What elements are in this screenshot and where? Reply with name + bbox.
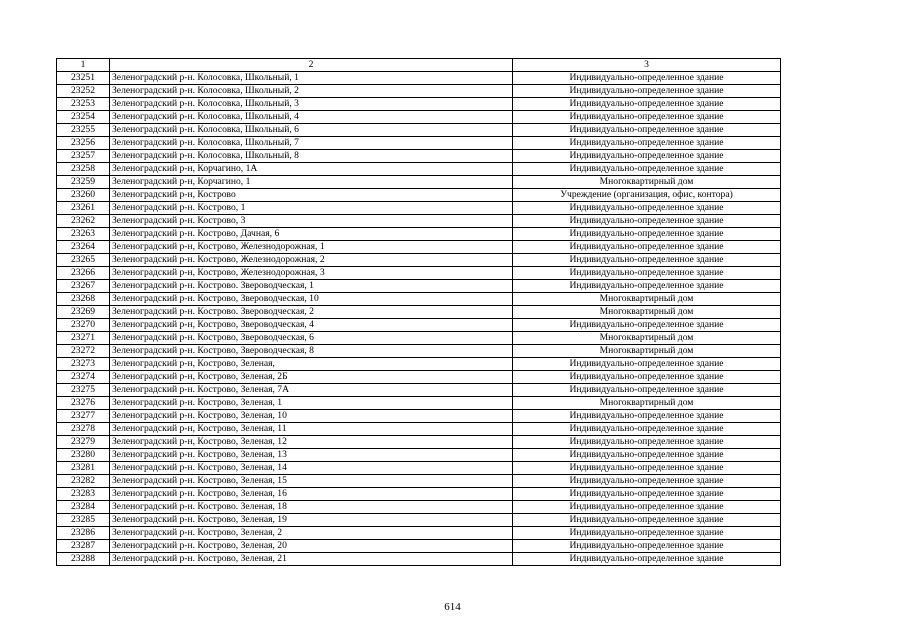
- address-cell: Зеленоградский р-н. Кострово, Зеленая, 19: [110, 514, 513, 527]
- address-cell: Зеленоградский р-н, Корчагино, 1: [110, 176, 513, 189]
- address-cell: Зеленоградский р-н. Кострово, Железнодорожная, 2: [110, 254, 513, 267]
- table-row: [57, 241, 781, 254]
- row-number: 23265: [57, 254, 110, 267]
- object-type-cell: Индивидуально-определенное здание: [513, 228, 781, 241]
- table-row: [57, 293, 781, 306]
- table-row: [57, 176, 781, 189]
- row-number: 23273: [57, 358, 110, 371]
- address-cell: Зеленоградский р-н, Кострово, Железнодорожная, 1: [110, 241, 513, 254]
- row-number: 23260: [57, 189, 110, 202]
- object-type-cell: Индивидуально-определенное здание: [513, 111, 781, 124]
- row-number: 23268: [57, 293, 110, 306]
- address-cell: Зеленоградский р-н. Колосовка, Школьный, 8: [110, 150, 513, 163]
- row-number: 23262: [57, 215, 110, 228]
- table-row: [57, 189, 781, 202]
- table-row: [57, 319, 781, 332]
- row-number: 23267: [57, 280, 110, 293]
- object-type-cell: Индивидуально-определенное здание: [513, 436, 781, 449]
- table-header-row: [57, 59, 781, 72]
- table-row: [57, 137, 781, 150]
- object-type-cell: Индивидуально-определенное здание: [513, 423, 781, 436]
- row-number: 23269: [57, 306, 110, 319]
- address-cell: Зеленоградский р-н, Кострово, Звероводческая, 4: [110, 319, 513, 332]
- table-row: [57, 98, 781, 111]
- table-row: [57, 371, 781, 384]
- address-cell: Зеленоградский р-н. Кострово, Зеленая, 10: [110, 410, 513, 423]
- address-cell: Зеленоградский р-н. Кострово. Звероводческая, 1: [110, 280, 513, 293]
- row-number: 23274: [57, 371, 110, 384]
- table-row: [57, 449, 781, 462]
- object-type-cell: Индивидуально-определенное здание: [513, 501, 781, 514]
- object-type-cell: Многоквартирный дом: [513, 306, 781, 319]
- row-number: 23285: [57, 514, 110, 527]
- table-row: [57, 514, 781, 527]
- object-type-cell: Индивидуально-определенное здание: [513, 98, 781, 111]
- object-type-cell: Индивидуально-определенное здание: [513, 319, 781, 332]
- object-type-cell: Многоквартирный дом: [513, 293, 781, 306]
- column-header-1: 1: [57, 59, 110, 72]
- object-type-cell: Индивидуально-определенное здание: [513, 137, 781, 150]
- address-cell: Зеленоградский р-н, Кострово, Зеленая, 11: [110, 423, 513, 436]
- object-type-cell: Индивидуально-определенное здание: [513, 280, 781, 293]
- object-type-cell: Индивидуально-определенное здание: [513, 540, 781, 553]
- row-number: 23278: [57, 423, 110, 436]
- object-type-cell: Индивидуально-определенное здание: [513, 553, 781, 566]
- row-number: 23280: [57, 449, 110, 462]
- object-type-cell: Учреждение (организация, офис, контора): [513, 189, 781, 202]
- table-row: [57, 150, 781, 163]
- row-number: 23266: [57, 267, 110, 280]
- object-type-cell: Индивидуально-определенное здание: [513, 527, 781, 540]
- table-row: [57, 332, 781, 345]
- row-number: 23284: [57, 501, 110, 514]
- address-cell: Зеленоградский р-н. Кострово, Зеленая, 20: [110, 540, 513, 553]
- row-number: 23263: [57, 228, 110, 241]
- row-number: 23276: [57, 397, 110, 410]
- object-type-cell: Индивидуально-определенное здание: [513, 449, 781, 462]
- row-number: 23252: [57, 85, 110, 98]
- address-cell: Зеленоградский р-н. Кострово. Звероводческая, 2: [110, 306, 513, 319]
- address-cell: Зеленоградский р-н. Колосовка, Школьный, 7: [110, 137, 513, 150]
- address-cell: Зеленоградский р-н, Кострово, Зеленая, 12: [110, 436, 513, 449]
- object-type-cell: Многоквартирный дом: [513, 176, 781, 189]
- table-row: [57, 267, 781, 280]
- object-type-cell: Индивидуально-определенное здание: [513, 124, 781, 137]
- row-number: 23279: [57, 436, 110, 449]
- row-number: 23286: [57, 527, 110, 540]
- object-type-cell: Индивидуально-определенное здание: [513, 514, 781, 527]
- row-number: 23277: [57, 410, 110, 423]
- row-number: 23272: [57, 345, 110, 358]
- object-type-cell: Индивидуально-определенное здание: [513, 72, 781, 85]
- address-cell: Зеленоградский р-н. Кострово, Зеленая, 15: [110, 475, 513, 488]
- table-row: [57, 527, 781, 540]
- object-type-cell: Индивидуально-определенное здание: [513, 202, 781, 215]
- object-type-cell: Индивидуально-определенное здание: [513, 150, 781, 163]
- address-cell: Зеленоградский р-н. Кострово, Звероводческая, 10: [110, 293, 513, 306]
- address-cell: Зеленоградский р-н. Кострово, Зеленая, 14: [110, 462, 513, 475]
- object-type-cell: Многоквартирный дом: [513, 345, 781, 358]
- object-type-cell: Индивидуально-определенное здание: [513, 215, 781, 228]
- address-cell: Зеленоградский р-н. Кострово, Звероводческая, 8: [110, 345, 513, 358]
- address-cell: Зеленоградский р-н. Кострово, Зеленая, 16: [110, 488, 513, 501]
- row-number: 23259: [57, 176, 110, 189]
- table-row: [57, 254, 781, 267]
- table-row: [57, 475, 781, 488]
- object-type-cell: Индивидуально-определенное здание: [513, 488, 781, 501]
- object-type-cell: Индивидуально-определенное здание: [513, 475, 781, 488]
- column-header-3: 3: [513, 59, 781, 72]
- table-row: [57, 280, 781, 293]
- address-cell: Зеленоградский р-н. Кострово, 1: [110, 202, 513, 215]
- row-number: 23288: [57, 553, 110, 566]
- table-row: [57, 462, 781, 475]
- row-number: 23271: [57, 332, 110, 345]
- table-row: [57, 553, 781, 566]
- row-number: 23287: [57, 540, 110, 553]
- table-row: [57, 540, 781, 553]
- table-row: [57, 163, 781, 176]
- address-cell: Зеленоградский р-н, Корчагино, 1А: [110, 163, 513, 176]
- object-type-cell: Индивидуально-определенное здание: [513, 85, 781, 98]
- table-row: [57, 358, 781, 371]
- address-cell: Зеленоградский р-н. Колосовка, Школьный, 4: [110, 111, 513, 124]
- row-number: 23275: [57, 384, 110, 397]
- object-type-cell: Индивидуально-определенное здание: [513, 358, 781, 371]
- address-cell: Зеленоградский р-н. Кострово, Зеленая, 21: [110, 553, 513, 566]
- row-number: 23264: [57, 241, 110, 254]
- row-number: 23254: [57, 111, 110, 124]
- object-type-cell: Индивидуально-определенное здание: [513, 267, 781, 280]
- table-row: [57, 423, 781, 436]
- row-number: 23283: [57, 488, 110, 501]
- object-type-cell: Индивидуально-определенное здание: [513, 371, 781, 384]
- row-number: 23253: [57, 98, 110, 111]
- address-cell: Зеленоградский р-н. Кострово, Дачная, 6: [110, 228, 513, 241]
- object-type-cell: Индивидуально-определенное здание: [513, 254, 781, 267]
- table-row: [57, 124, 781, 137]
- table-row: [57, 228, 781, 241]
- row-number: 23258: [57, 163, 110, 176]
- table-row: [57, 111, 781, 124]
- table-row: [57, 501, 781, 514]
- table-row: [57, 85, 781, 98]
- address-cell: Зеленоградский р-н. Колосовка, Школьный, 3: [110, 98, 513, 111]
- row-number: 23251: [57, 72, 110, 85]
- row-number: 23282: [57, 475, 110, 488]
- row-number: 23255: [57, 124, 110, 137]
- address-cell: Зеленоградский р-н. Колосовка, Школьный, 6: [110, 124, 513, 137]
- address-cell: Зеленоградский р-н. Колосовка, Школьный, 2: [110, 85, 513, 98]
- table-row: [57, 488, 781, 501]
- address-cell: Зеленоградский р-н. Кострово, 3: [110, 215, 513, 228]
- address-cell: Зеленоградский р-н. Кострово, Зеленая, 2: [110, 527, 513, 540]
- object-type-cell: Индивидуально-определенное здание: [513, 163, 781, 176]
- object-type-cell: Индивидуально-определенное здание: [513, 462, 781, 475]
- column-header-2: 2: [110, 59, 513, 72]
- table-row: [57, 384, 781, 397]
- address-cell: Зеленоградский р-н. Кострово, Зеленая, 1: [110, 397, 513, 410]
- page-number: 614: [444, 601, 461, 613]
- row-number: 23281: [57, 462, 110, 475]
- address-cell: Зеленоградский р-н. Кострово, Зеленая, 13: [110, 449, 513, 462]
- object-type-cell: Многоквартирный дом: [513, 397, 781, 410]
- table-row: [57, 72, 781, 85]
- row-number: 23256: [57, 137, 110, 150]
- address-cell: Зеленоградский р-н. Колосовка, Школьный, 1: [110, 72, 513, 85]
- object-type-cell: Индивидуально-определенное здание: [513, 241, 781, 254]
- address-cell: Зеленоградский р-н, Кострово: [110, 189, 513, 202]
- row-number: 23261: [57, 202, 110, 215]
- row-number: 23270: [57, 319, 110, 332]
- table-row: [57, 306, 781, 319]
- address-cell: Зеленоградский р-н. Кострово, Зеленая, 7А: [110, 384, 513, 397]
- address-cell: Зеленоградский р-н, Кострово, Зеленая, 2Б: [110, 371, 513, 384]
- address-cell: Зеленоградский р-н. Кострово. Зеленая, 18: [110, 501, 513, 514]
- row-number: 23257: [57, 150, 110, 163]
- table-row: [57, 436, 781, 449]
- object-type-cell: Многоквартирный дом: [513, 332, 781, 345]
- address-cell: Зеленоградский р-н, Кострово, Зеленая,: [110, 358, 513, 371]
- table-row: [57, 397, 781, 410]
- registry-table: [56, 58, 781, 566]
- object-type-cell: Индивидуально-определенное здание: [513, 384, 781, 397]
- object-type-cell: Индивидуально-определенное здание: [513, 410, 781, 423]
- table-row: [57, 345, 781, 358]
- address-cell: Зеленоградский р-н, Кострово, Железнодорожная, 3: [110, 267, 513, 280]
- table-row: [57, 202, 781, 215]
- table-body: [57, 72, 781, 566]
- address-cell: Зеленоградский р-н. Кострово, Звероводческая, 6: [110, 332, 513, 345]
- table-row: [57, 410, 781, 423]
- table-row: [57, 215, 781, 228]
